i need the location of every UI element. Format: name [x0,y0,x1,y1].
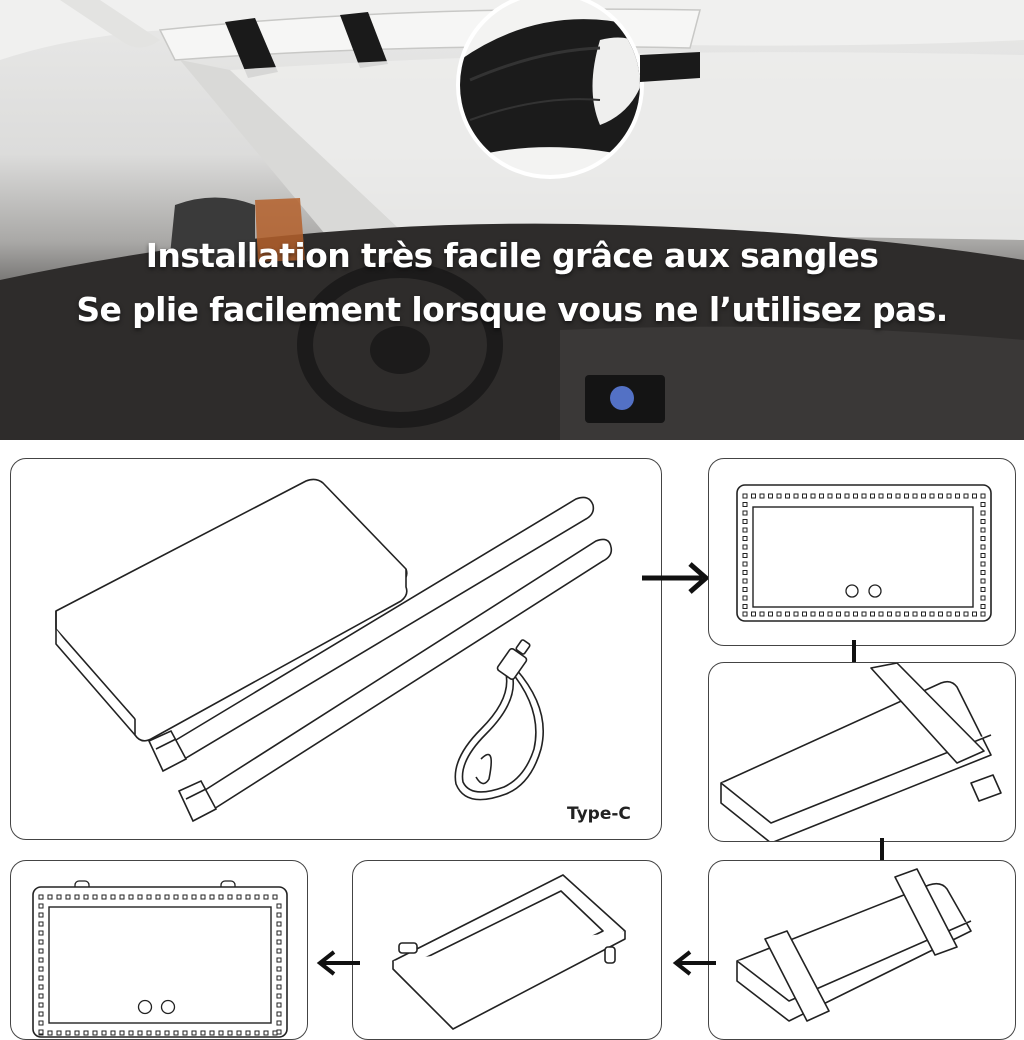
led-dot [743,596,747,600]
led-dot [264,895,268,899]
led-dot [156,895,160,899]
led-dot [879,494,883,498]
panel-mirror-flipped-open [352,860,662,1040]
led-dot [39,994,43,998]
led-dot [147,895,151,899]
led-dot [888,494,892,498]
mirror-in-use-drawing [11,861,308,1040]
led-dot [922,612,926,616]
led-dot [93,895,97,899]
led-dot [769,494,773,498]
led-dot [956,494,960,498]
led-dot [138,895,142,899]
led-dot [981,605,985,609]
led-dot [264,1031,268,1035]
panel-mirror-front [708,458,1016,646]
led-dot [138,1031,142,1035]
led-dot [39,904,43,908]
led-dot [956,612,960,616]
led-dot [237,1031,241,1035]
led-dot [75,1031,79,1035]
led-dot [39,949,43,953]
led-dot [862,494,866,498]
led-dot [743,579,747,583]
package-contents-drawing [11,459,662,840]
led-dot [277,985,281,989]
led-dot [66,895,70,899]
led-dot [981,554,985,558]
led-dot [273,895,277,899]
arrow-left-icon [672,948,718,978]
led-dot [48,1031,52,1035]
led-dot [93,1031,97,1035]
led-dot [905,494,909,498]
led-dot [981,520,985,524]
led-dot [66,1031,70,1035]
led-dot [192,895,196,899]
arrow-left-icon [316,948,362,978]
led-dot [165,1031,169,1035]
led-dot [743,528,747,532]
led-dot [255,895,259,899]
led-dot [803,494,807,498]
led-dot [39,1003,43,1007]
led-dot [129,895,133,899]
panel-mirror-in-use [10,860,308,1040]
led-dot [277,1012,281,1016]
led-dot [845,612,849,616]
led-dot [981,545,985,549]
led-dot [973,494,977,498]
led-dot [786,612,790,616]
led-dot [174,1031,178,1035]
led-dot [896,494,900,498]
led-dot [39,895,43,899]
led-dot [939,612,943,616]
led-dot [777,612,781,616]
led-dot [183,895,187,899]
led-dot [811,612,815,616]
led-dot [828,494,832,498]
led-dot [794,494,798,498]
panel-package-contents [10,458,662,840]
led-dot [277,958,281,962]
led-dot [277,904,281,908]
led-dot [273,1031,277,1035]
led-dot [277,931,281,935]
led-dot [947,494,951,498]
led-dot [120,1031,124,1035]
led-dot [129,1031,133,1035]
type-c-cable-illustration [455,639,543,799]
led-dot [828,612,832,616]
arrow-right-icon [640,558,712,598]
led-dot [219,1031,223,1035]
mirror-front-drawing [709,459,1016,646]
led-dot [743,494,747,498]
led-dot [183,1031,187,1035]
led-dot [743,537,747,541]
led-dot [57,895,61,899]
led-dot [743,562,747,566]
led-dot [871,494,875,498]
led-dot [201,895,205,899]
led-dot [981,562,985,566]
led-dot [277,994,281,998]
led-dot [743,503,747,507]
led-dot [743,511,747,515]
led-dot [743,554,747,558]
led-dot [964,612,968,616]
led-dot [246,895,250,899]
led-dot [752,494,756,498]
led-dot [48,895,52,899]
led-dot [39,967,43,971]
led-dot [981,528,985,532]
led-dot [930,612,934,616]
led-dot [201,1031,205,1035]
led-dot [760,612,764,616]
led-dot [39,1021,43,1025]
led-dot [277,1003,281,1007]
led-dot [102,1031,106,1035]
led-dot [277,949,281,953]
led-dot [981,588,985,592]
led-dot [277,1030,281,1034]
led-dot [879,612,883,616]
led-dot [210,895,214,899]
led-dot [896,612,900,616]
led-dot [57,1031,61,1035]
led-dot [277,967,281,971]
led-dot [981,511,985,515]
headline-line-1: Installation très facile grâce aux sangles [145,236,879,275]
led-dot [39,940,43,944]
cable-type-label: Type-C [567,804,631,824]
led-dot [752,612,756,616]
led-dot [246,1031,250,1035]
led-dot [277,1021,281,1025]
panel-attach-straps [708,662,1016,842]
led-dot [811,494,815,498]
led-dot [947,612,951,616]
led-dot [743,612,747,616]
led-dot [84,895,88,899]
led-dot [192,1031,196,1035]
led-dot [854,494,858,498]
led-dot [964,494,968,498]
led-dot [39,976,43,980]
led-dot [930,494,934,498]
led-dot [981,612,985,616]
led-dot [769,612,773,616]
led-dot [820,612,824,616]
led-dot [743,588,747,592]
led-dot [743,545,747,549]
led-dot [210,1031,214,1035]
led-dot [981,494,985,498]
led-dot [39,985,43,989]
led-dot [743,605,747,609]
led-dot [777,494,781,498]
led-dot [75,895,79,899]
installation-steps [0,440,1024,1024]
led-dot [760,494,764,498]
led-dot [837,612,841,616]
led-dot [913,494,917,498]
led-dot [905,612,909,616]
led-dot [111,895,115,899]
led-dot [39,922,43,926]
led-dot [39,1030,43,1034]
led-dot [820,494,824,498]
headline-line-2: Se plie facilement lorsque vous ne l’utilisez pas. [76,290,948,329]
led-dot [837,494,841,498]
led-dot [120,895,124,899]
hero-photo [0,0,1024,440]
led-dot [743,571,747,575]
folded-on-visor-drawing [709,861,1016,1040]
led-dot [228,895,232,899]
led-dot [888,612,892,616]
led-dot [255,1031,259,1035]
led-dot [39,1012,43,1016]
attach-straps-drawing [709,663,1016,842]
led-dot [277,913,281,917]
led-dot [743,520,747,524]
led-dot [277,976,281,980]
led-dot [803,612,807,616]
led-dot [913,612,917,616]
car-interior-illustration [0,0,1024,440]
led-dot [39,958,43,962]
led-dot [794,612,798,616]
led-dot [277,922,281,926]
led-dot [862,612,866,616]
led-dot [102,895,106,899]
led-dot [111,1031,115,1035]
led-dot [981,571,985,575]
led-dot [973,612,977,616]
led-dot [939,494,943,498]
led-dot [156,1031,160,1035]
led-dot [981,537,985,541]
led-dot [277,940,281,944]
led-dot [84,1031,88,1035]
led-dot [786,494,790,498]
led-dot [845,494,849,498]
led-dot [219,895,223,899]
panel-folded-on-visor [708,860,1016,1040]
led-dot [165,895,169,899]
led-dot [871,612,875,616]
led-dot [174,895,178,899]
led-dot [39,913,43,917]
led-dot [39,931,43,935]
led-dot [228,1031,232,1035]
led-dot [981,579,985,583]
led-dot [854,612,858,616]
led-dot [981,596,985,600]
led-dot [237,895,241,899]
mirror-flipped-open-drawing [353,861,662,1040]
led-dot [147,1031,151,1035]
led-dot [981,503,985,507]
led-dot [922,494,926,498]
